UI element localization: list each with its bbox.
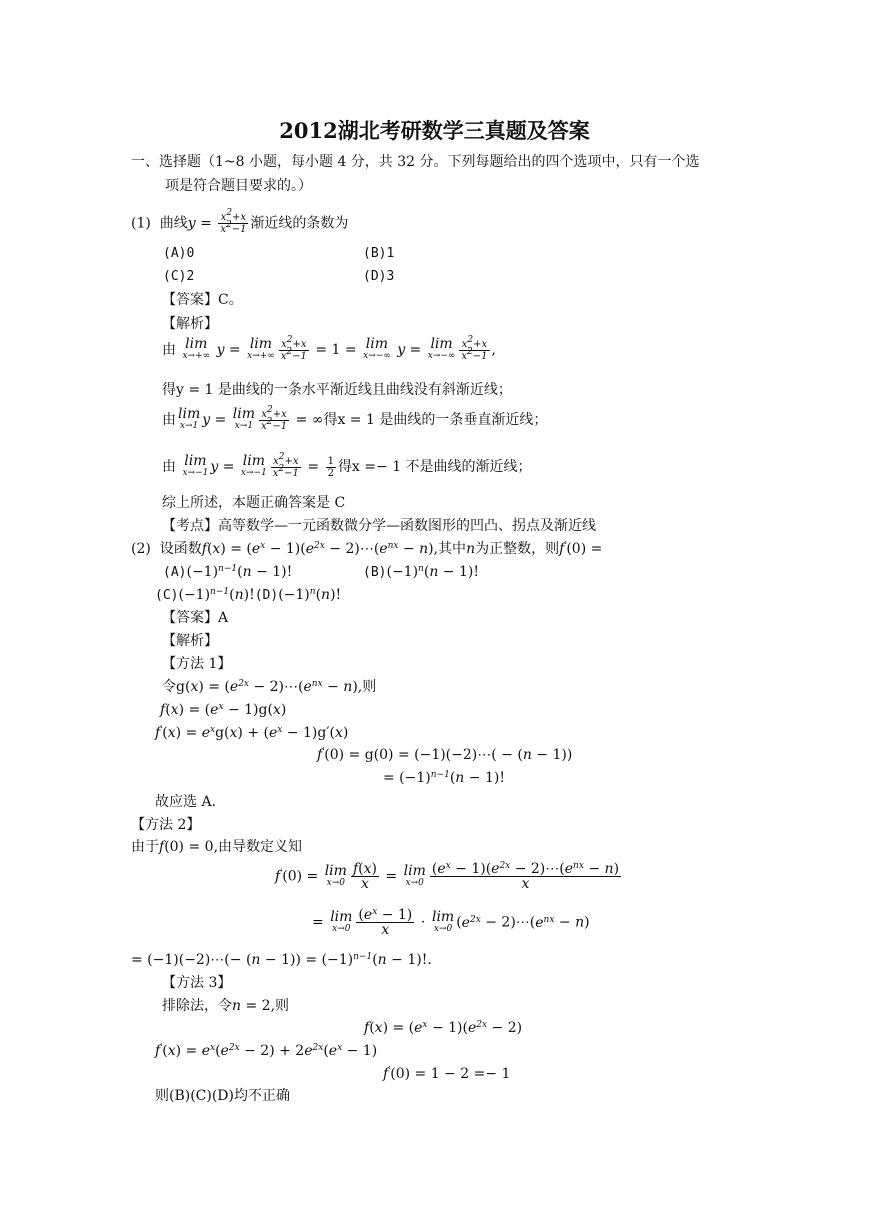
limit-symbol: lim x→+∞ [182,336,211,361]
limit-symbol: lim x→0 [324,862,347,888]
limit-symbol: lim x→1 [178,406,201,431]
q2-m1-line-1: 令$g(x) = (e^{2x}$ − $2)\cdots(e^{nx} - n)$,则 [162,679,377,695]
q2-m3-line-1: $f(x) = (e^x - 1)(e^{2x} - 2)$ [364,1020,523,1036]
q2-option-cd: $(C)(-1)^{n-1}(n)!(D)(-1)^n(n)$! [155,587,342,603]
limit-symbol: lim x→−∞ [363,336,391,361]
q2-option-d-label: (D) [254,588,279,603]
q2-m3-line-2: $f'(x) = e^x(e^{2x} - 2) + 2e^{2x}(e^x - 1)$ [155,1043,378,1059]
fraction: $\frac{(e^x - 1)(e^{2x} - 2)\cdots(e^{nx} - n)}{x}$ [431,861,620,892]
q2-stem: (2) 设函数$f(x) = (e^x - 1)(e^{2x}$ − $2)\cdots(e^{nx} - n)$,其中n为正整数，则f′(0) = [131,541,603,557]
limit-symbol: lim x→−1 [240,453,267,478]
q1-option-c: (C)2 [163,269,195,284]
q2-method-1: 【方法 1】 [162,656,232,672]
q2-m1-line-4: f′(0) = g(0) = (−1)(−2)⋯( − (n − 1)) [317,747,573,763]
q2-m2-intro: 由于f(0) = 0,由导数定义知 [131,839,303,855]
limit-symbol: lim x→−1 [182,453,209,478]
q2-m3-intro: 排除法，令n = 2,则 [162,998,290,1014]
q2-m1-line1-prefix: 令 [162,679,176,695]
q2-m3-final: 则(B)(C)(D)均不正确 [155,1088,290,1104]
document-title: 2012湖北考研数学三真题及答案 [279,118,590,143]
q2-option-c-label: (C) [155,588,179,603]
q1-line4-suffix: 得x =− 1 不是曲线的渐近线； [337,459,532,475]
q2-m1-line1-suffix: ,则 [357,679,377,695]
q2-stem-mid2: 为正整数，则 [475,541,560,557]
q1-line-2: 得y = 1 是曲线的一条水平渐近线且曲线没有斜渐近线； [162,382,512,398]
q2-answer: 【答案】A [162,610,229,626]
q2-m1-line-3: $f'(x) = e^xg(x) + (e^x - 1)g'(x)$ [155,725,349,741]
q1-limit-line-1: 由 lim x→+∞ y = lim x→+∞ $\frac{x^2+x}{x^2-1}$ = 1 = lim x→−∞ y = lim x→−∞ $\frac{x^2+x}{x^2-1}$ , [162,334,496,362]
q1-line3-suffix: 得x = 1 是曲线的一条垂直渐近线； [323,412,548,428]
fraction: $\frac{(e^x - 1)}{x}$ [358,907,413,938]
q1-stem-suffix: 渐近线的条数为 [250,215,349,232]
q2-option-b-label: (B) [363,565,387,580]
q2-m2-intro-prefix: 由于 [131,839,159,855]
fraction: $\frac{x^2+x}{x^2-1}$ [461,334,488,362]
q2-option-a-label: (A) [163,565,187,580]
fraction: $\frac{x^2+x}{x^2-1}$ [261,404,288,432]
q2-stem-mid: ,其中 [433,541,467,557]
q2-m2-line-1: f′(0) = lim x→0 $\frac{f(x)}{x}$ = lim x→0 $\frac{(e^x - 1)(e^{2x} - 2)\cdots(e^{nx} - n)}{x}$ [275,861,620,892]
q1-stem: (1) 曲线y = $\frac{x^2+x}{x^2-1}$ 渐近线的条数为 [131,208,349,235]
q2-number: (2) [131,541,151,557]
fraction-half: $\frac{1}{2}$ [327,455,334,479]
q2-m3-intro-suffix: ,则 [270,998,290,1014]
limit-symbol: lim x→1 [232,406,256,431]
section-header-line-2: 项是符合题目要求的。） [165,178,312,194]
q1-line3-prefix: 由 [162,412,176,428]
q1-formula: y [187,215,196,232]
q1-stem-prefix: 曲线 [159,215,188,232]
limit-symbol: lim x→0 [330,908,353,934]
limit-symbol: lim x→0 [403,862,426,888]
q2-option-b: $(B)(-1)^n(n - 1)$! [363,564,479,580]
limit-symbol: lim x→−∞ [427,336,456,361]
q1-analysis-label: 【解析】 [162,316,218,332]
q2-m2-line-2: = lim x→0 $\frac{(e^x - 1)}{x}$ ⋅ lim x→0 ($e^{2x}$ − $2)\cdots(e^{nx} - n)$ [312,907,590,938]
fraction: $\frac{x^2+x}{x^2-1}$ [280,334,307,362]
q2-analysis-label: 【解析】 [162,633,218,649]
q1-option-d: (D)3 [363,269,395,284]
q1-line1-prefix: 由 [162,342,176,358]
q2-option-a: $(A)(-1)^{n-1}(n - 1)$! [163,564,293,580]
q2-method-2: 【方法 2】 [131,817,201,833]
q2-m2-line-3: = (−1)(−2)⋯(− $(n - 1)) = (-1)^{n-1}(n - 1)$!. [131,952,432,968]
q1-fraction: $\frac{x^2+x}{x^2-1}$ [220,208,247,235]
q1-kaodian: 【考点】高等数学—一元函数微分学—函数图形的凹凸、拐点及渐近线 [162,518,596,534]
fraction: $\frac{f(x)}{x}$ [352,861,377,892]
q2-m1-line-5: = $(-1)^{n-1}(n - 1)$! [383,770,505,786]
fraction: $\frac{x^2+x}{x^2-1}$ [272,451,299,479]
q1-limit-line-3: 由 lim x→1 y = lim x→1 $\frac{x^2+x}{x^2-1}$ = ∞得x = 1 是曲线的一条垂直渐近线； [162,404,548,432]
q2-m2-intro-suffix: ,由导数定义知 [213,839,303,855]
q2-m1-line-2: $f(x) = (e^x - 1)g(x)$ [160,702,287,718]
limit-symbol: lim x→+∞ [247,336,275,361]
q2-m3-intro-prefix: 排除法，令 [162,998,232,1014]
q2-conclusion: 故应选 A. [155,794,217,810]
q2-stem-prefix: 设函数 [159,541,202,557]
q1-summary: 综上所述，本题正确答案是 C [162,495,346,511]
q1-number: (1) [131,215,151,232]
limit-symbol: lim x→0 [431,908,455,934]
q2-m3-line-3: f′(0) = 1 − 2 =− 1 [383,1066,511,1082]
q1-option-b: (B)1 [363,246,395,261]
q1-line4-prefix: 由 [162,459,176,475]
q2-method-3: 【方法 3】 [162,975,232,991]
q1-answer: 【答案】C。 [162,292,243,308]
section-header-line-1: 一、选择题（1~8 小题，每小题 4 分，共 32 分。下列每题给出的四个选项中，只有一个选 [131,154,700,170]
q1-option-a: (A)0 [163,246,195,261]
q1-limit-line-4: 由 lim x→−1 y = lim x→−1 $\frac{x^2+x}{x^2-1}$ = $\frac{1}{2}$ 得x =− 1 不是曲线的渐近线； [162,451,532,479]
